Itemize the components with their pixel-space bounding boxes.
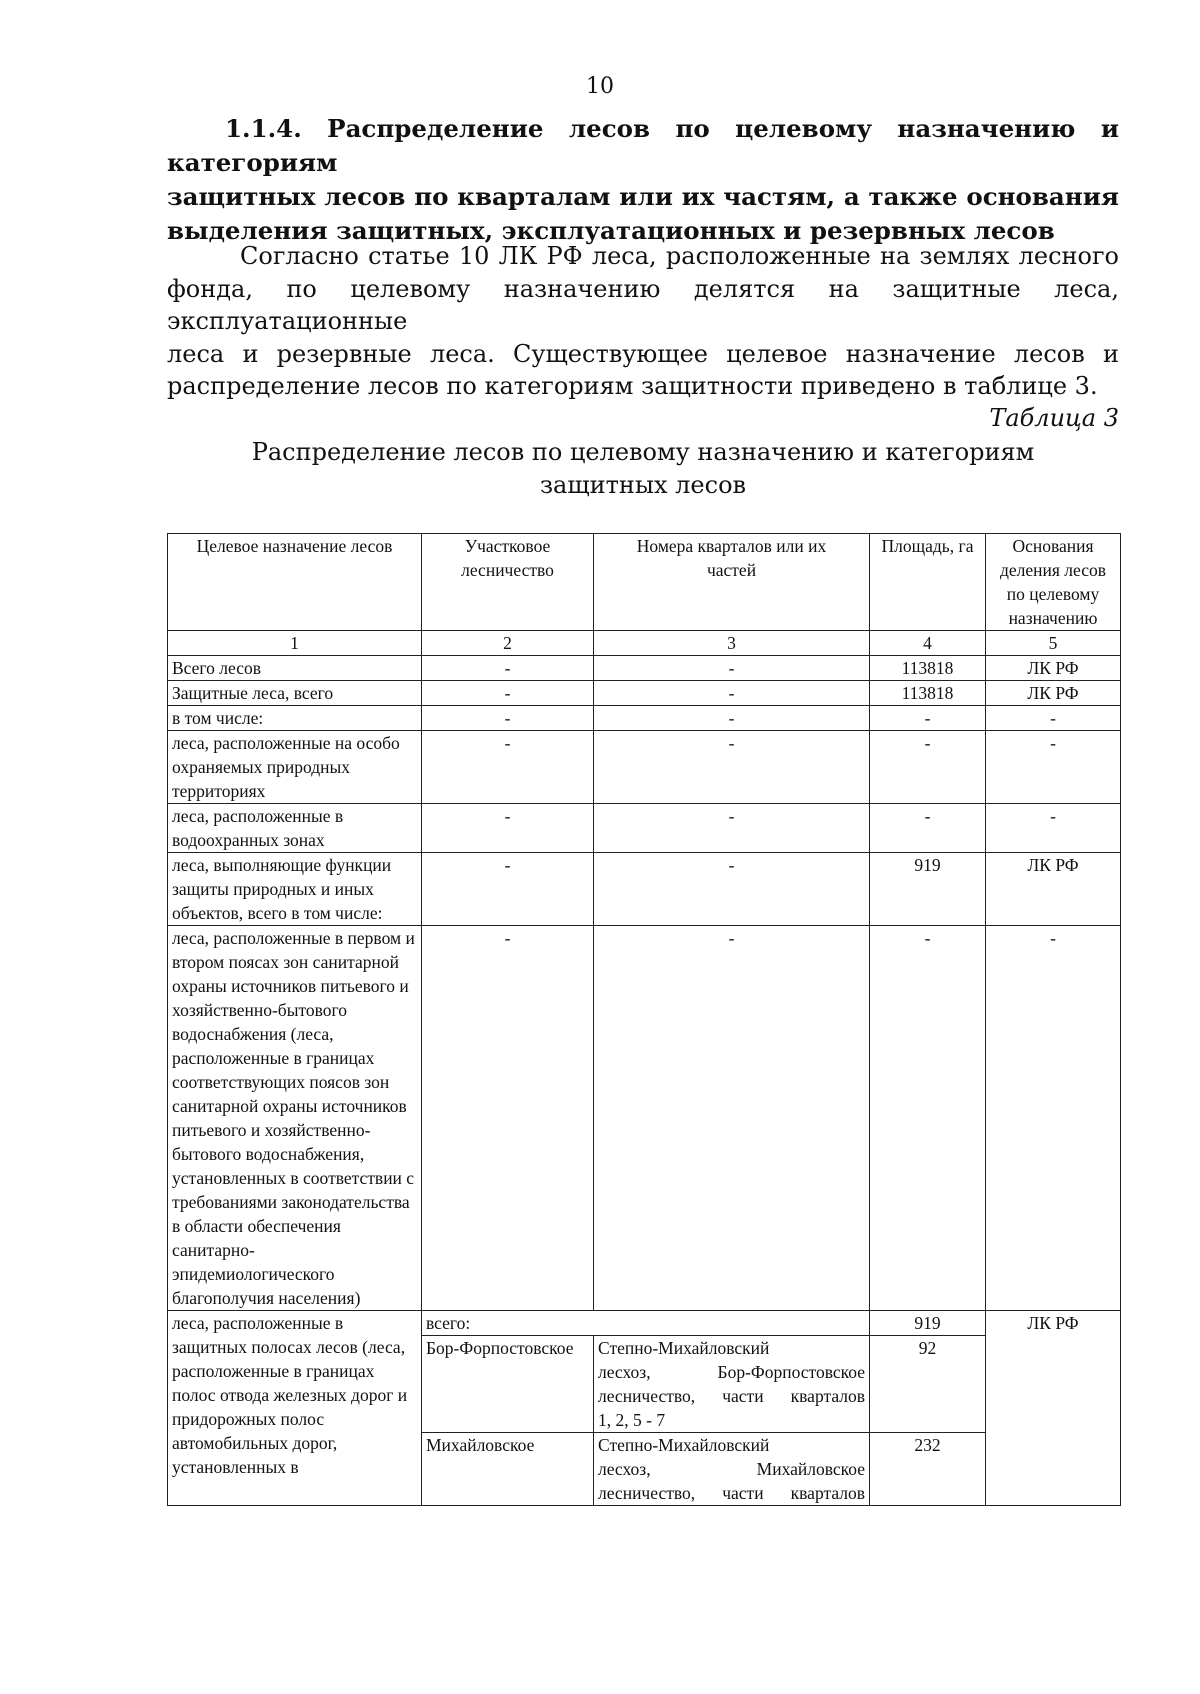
district-cell: - [422,926,594,1311]
area-cell: 113818 [870,656,986,681]
heading-line: 1.1.4. Распределение лесов по целевому назначению и категориям [167,114,1119,177]
area-cell: 92 [870,1336,986,1433]
paragraph-line: распределение лесов по категориям защитности приведено в таблице 3. [167,372,1098,400]
column-number-row [168,631,1121,656]
table-row [168,656,1121,681]
header-quarters: Номера кварталов или их частей [594,534,870,631]
basis-cell: - [986,926,1121,1311]
quarters-line: лесхоз, Михайловское [598,1459,865,1479]
purpose-cell: леса, расположенные на особо охраняемых природных территориях [168,731,422,804]
paragraph-line: Согласно статье 10 ЛК РФ леса, расположенные на землях лесного [240,242,1119,270]
forest-distribution-table [167,533,1121,1506]
column-number: 3 [594,631,870,656]
purpose-cell: леса, расположенные в защитных полосах лесов (леса, расположенные в границах полос отвода железных дорог и придорожных полос автомобильных дорог, установленных в [168,1311,422,1506]
table-label: Таблица 3 [989,404,1119,432]
area-cell: - [870,706,986,731]
paragraph-line: фонда, по целевому назначению делятся на защитные леса, эксплуатационные [167,274,1119,335]
quarters-line: лесничество, части кварталов [598,1483,865,1503]
basis-cell: - [986,804,1121,853]
area-cell: - [870,804,986,853]
quarters-line: Степно-Михайловский [598,1338,770,1358]
quarters-line: Степно-Михайловский [598,1435,770,1455]
purpose-cell: леса, выполняющие функции защиты природных и иных объектов, всего в том числе: [168,853,422,926]
quarters-cell [594,1433,870,1506]
basis-cell: ЛК РФ [986,681,1121,706]
table-row [168,926,1121,1311]
purpose-cell: Защитные леса, всего [168,681,422,706]
header-area: Площадь, га [870,534,986,631]
quarters-cell: - [594,804,870,853]
table-title [167,436,1119,502]
column-number: 4 [870,631,986,656]
table-row [168,731,1121,804]
quarters-cell [594,1336,870,1433]
column-number: 2 [422,631,594,656]
table-row [168,706,1121,731]
district-cell: - [422,681,594,706]
basis-cell: - [986,731,1121,804]
table-row [168,853,1121,926]
purpose-cell: в том числе: [168,706,422,731]
table-row [168,681,1121,706]
paragraph-line: леса и резервные леса. Существующее целевое назначение лесов и [167,339,1119,368]
table-row [168,804,1121,853]
quarters-cell: - [594,656,870,681]
district-cell: - [422,853,594,926]
heading-line: защитных лесов по кварталам или их частям, а также основания [167,182,1119,211]
area-cell: - [870,926,986,1311]
intro-paragraph [167,240,1119,403]
district-cell: - [422,656,594,681]
basis-cell: ЛК РФ [986,853,1121,926]
quarters-cell: - [594,706,870,731]
area-cell: 113818 [870,681,986,706]
area-cell: 232 [870,1433,986,1506]
basis-cell: ЛК РФ [986,1311,1121,1506]
quarters-line: 1, 2, 5 - 7 [598,1410,666,1430]
area-cell: - [870,731,986,804]
basis-cell: - [986,706,1121,731]
header-district: Участковое лесничество [422,534,594,631]
district-cell: - [422,731,594,804]
district-cell: Михайловское [422,1433,594,1506]
quarters-cell: - [594,681,870,706]
table-title-line: Распределение лесов по целевому назначению и категориям [251,438,1035,466]
district-cell: - [422,706,594,731]
heading-line: выделения защитных, эксплуатационных и резервных лесов [167,216,1055,245]
quarters-line: лесхоз, Бор-Форпостовское [598,1362,865,1382]
basis-cell: ЛК РФ [986,656,1121,681]
purpose-cell: леса, расположенные в водоохранных зонах [168,804,422,853]
purpose-cell: Всего лесов [168,656,422,681]
district-cell: - [422,804,594,853]
quarters-cell: - [594,731,870,804]
quarters-line: лесничество, части кварталов [598,1386,865,1406]
quarters-cell: - [594,853,870,926]
header-purpose: Целевое назначение лесов [168,534,422,631]
area-cell: 919 [870,853,986,926]
purpose-cell: леса, расположенные в первом и втором поясах зон санитарной охраны источников питьевого и хозяйственно-бытового водоснабжения (леса, расположенные в границах соответствующих поясов зон санитарной охраны источников питьевого и хозяйственно-бытового водоснабжения, установленных в соответствии с требованиями законодательства в области обеспечения санитарно-эпидемиологического благополучия населения) [168,926,422,1311]
table-title-line: защитных лесов [539,471,747,499]
district-cell: Бор-Форпостовское [422,1336,594,1433]
page-number: 10 [586,74,614,99]
table-row [168,1311,1121,1336]
column-number: 1 [168,631,422,656]
header-basis: Основания деления лесов по целевому назначению [986,534,1121,631]
column-number: 5 [986,631,1121,656]
total-label-cell: всего: [422,1311,870,1336]
section-heading [167,112,1119,248]
table-header-row [168,534,1121,631]
quarters-cell: - [594,926,870,1311]
area-cell: 919 [870,1311,986,1336]
